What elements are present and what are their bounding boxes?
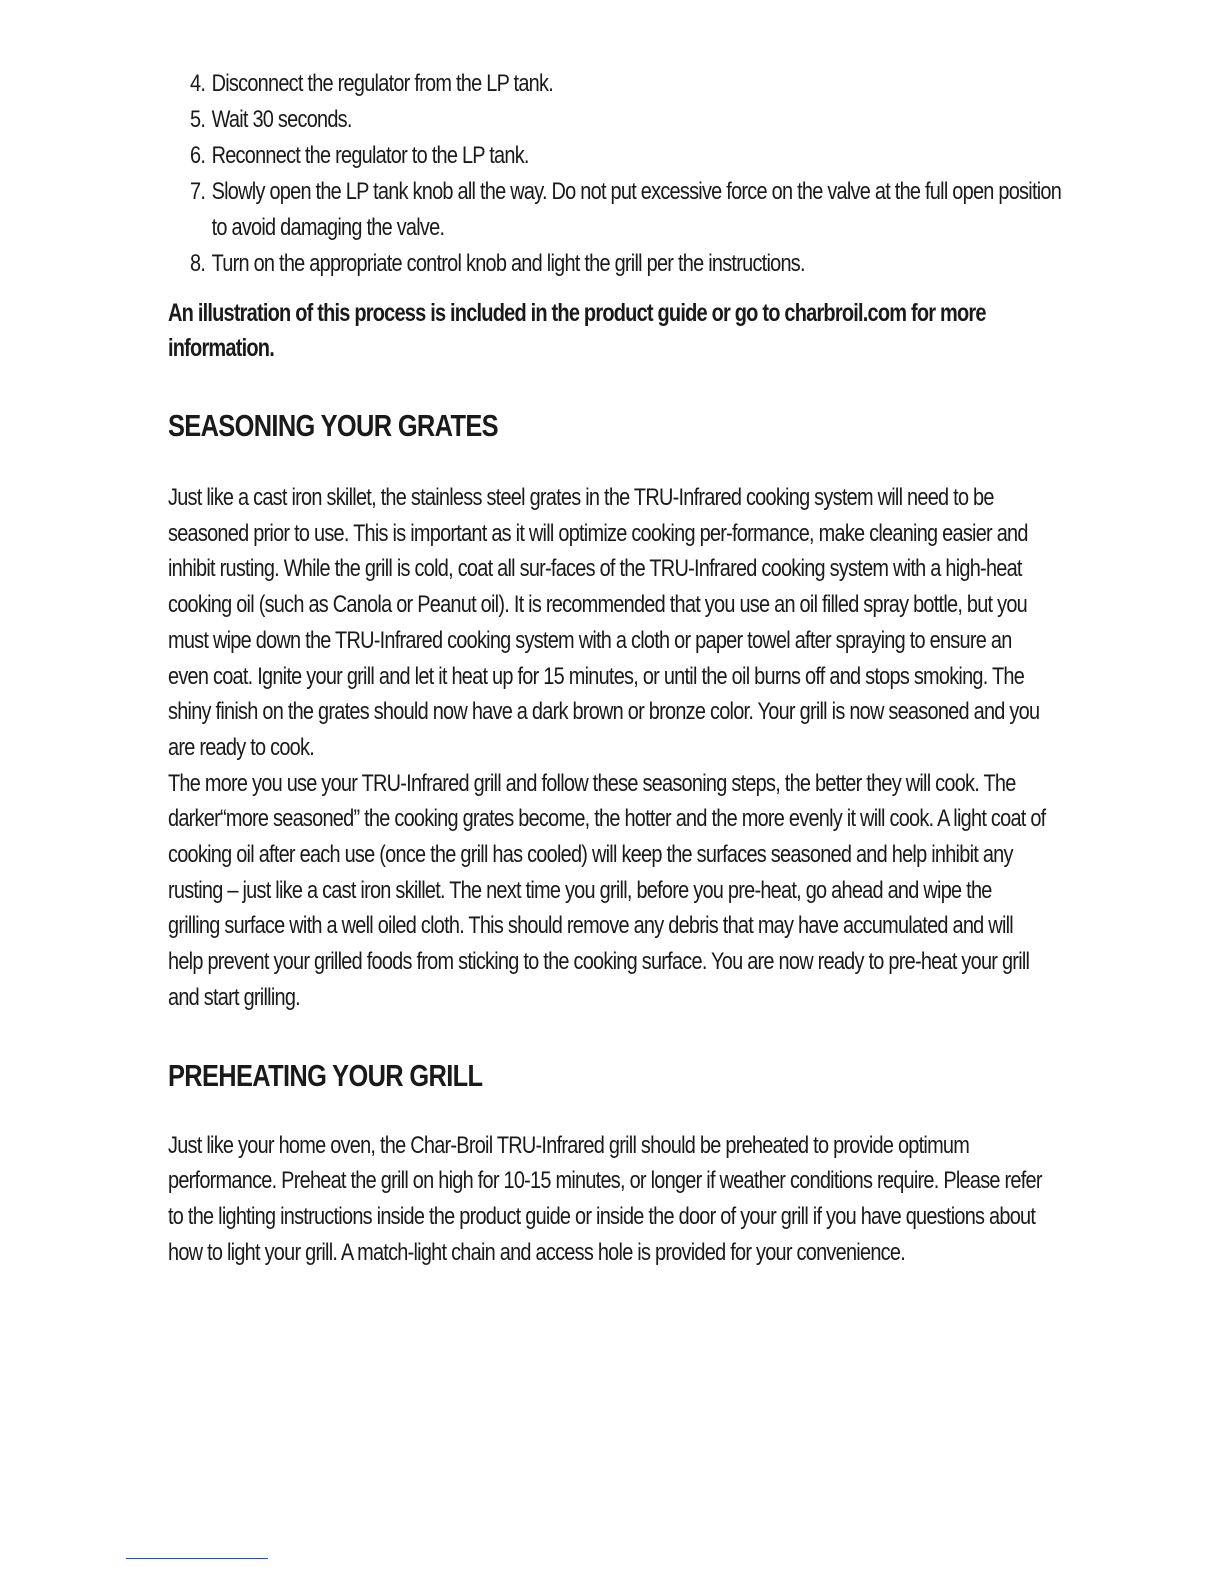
illustration-note: An illustration of this process is included in the product guide or go to charbroil.com for more information. — [168, 299, 986, 362]
step-item — [190, 102, 1075, 138]
step-number: 4. — [190, 70, 206, 97]
preheating-paragraph: Just like your home oven, the Char-Broil TRU-Infrared grill should be preheated to provide optimum performance. Preheat the grill on high for 10-15 minutes, or longer if weather conditions require. Please refer to the lighting instructions inside the product guide or inside the door of your grill if you have questions about how to light your grill. A match-light chain and access hole is provided for your convenience. — [168, 1131, 1042, 1266]
footer-rule — [126, 1558, 268, 1559]
seasoning-paragraph-1: Just like a cast iron skillet, the stainless steel grates in the TRU-Infrared cooking system will need to be seasoned prior to use. This is important as it will optimize cooking per-formance, make cleaning easier and inhibit rusting. While the grill is cold, coat all sur-faces of the TRU-Infrared cooking system with a high-heat cooking oil (such as Canola or Peanut oil). It is recommended that you use an oil filled spray bottle, but you must wipe down the TRU-Infrared cooking system with a cloth or paper towel after spraying to ensure an even coat. Ignite your grill and let it heat up for 15 minutes, or until the oil burns off and stops smoking. The shiny finish on the grates should now have a dark brown or bronze color. Your grill is now seasoned and you are ready to cook. — [168, 484, 1040, 761]
step-item — [190, 174, 1075, 246]
step-text: Turn on the appropriate control knob and light the grill per the instructions. — [211, 250, 805, 277]
seasoning-heading: SEASONING YOUR GRATES — [168, 408, 498, 443]
step-item — [190, 138, 1075, 174]
step-number: 7. — [190, 178, 206, 205]
step-text: Disconnect the regulator from the LP tank. — [211, 70, 553, 97]
document-page — [168, 66, 1062, 1270]
step-number: 8. — [190, 250, 206, 277]
step-item — [190, 246, 1075, 282]
seasoning-paragraph-2: The more you use your TRU-Infrared grill and follow these seasoning steps, the better they will cook. The darker“more seasoned” the cooking grates become, the hotter and the more evenly it will cook. A light coat of cooking oil after each use (once the grill has cooled) will keep the surfaces seasoned and help inhibit any rusting – just like a cast iron skillet. The next time you grill, before you pre-heat, go ahead and wipe the grilling surface with a well oiled cloth. This should remove any debris that may have accumulated and will help prevent your grilled foods from sticking to the cooking surface. You are now ready to pre-heat your grill and start grilling. — [168, 769, 1046, 1011]
step-number: 6. — [190, 142, 206, 169]
steps-list — [190, 66, 1062, 282]
step-text: Wait 30 seconds. — [211, 106, 352, 133]
step-text: Slowly open the LP tank knob all the way. Do not put excessive force on the valve at the full open position to avoid damaging the valve. — [211, 178, 1062, 241]
step-text: Reconnect the regulator to the LP tank. — [211, 142, 529, 169]
step-number: 5. — [190, 106, 206, 133]
step-item — [190, 66, 1075, 102]
preheating-heading: PREHEATING YOUR GRILL — [168, 1057, 483, 1093]
